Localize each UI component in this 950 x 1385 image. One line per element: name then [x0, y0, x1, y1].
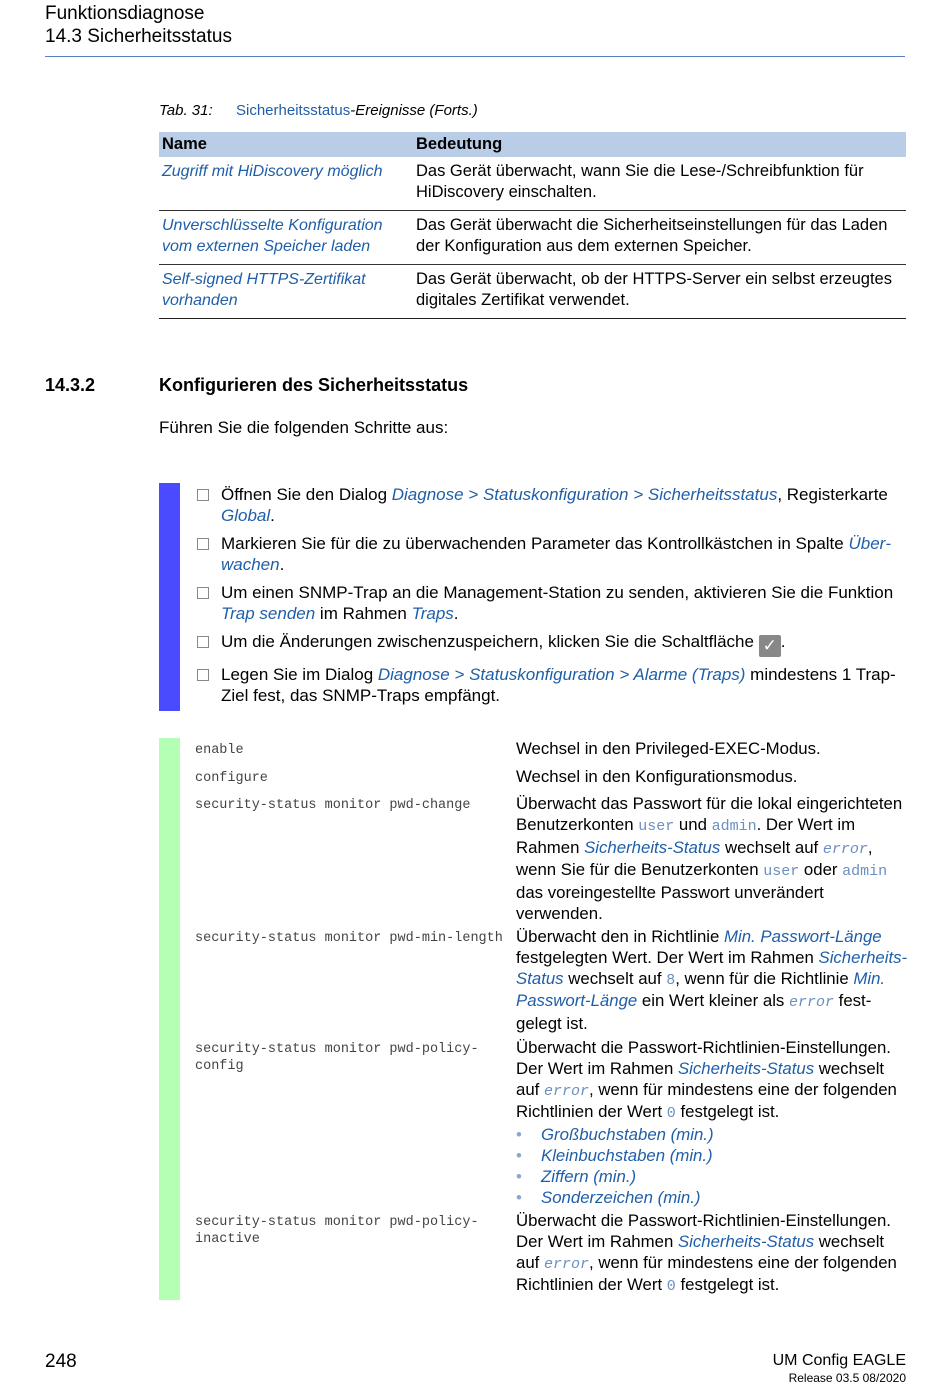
step-item	[195, 631, 907, 657]
inline-code: 0	[666, 1105, 676, 1123]
document-title: UM Config EAGLE	[772, 1352, 906, 1369]
cli-description: Wechsel in den Konfigurationsmodus.	[516, 767, 798, 786]
policy-name-link[interactable]: Min. Passwort-Länge	[724, 927, 882, 946]
desc-text: festgelegt ist.	[675, 1102, 780, 1122]
table-row	[159, 211, 906, 265]
inline-code: error	[822, 840, 868, 858]
table-caption	[159, 102, 478, 119]
checkbox-icon[interactable]	[197, 587, 209, 599]
step-text	[221, 631, 907, 657]
step-item	[195, 533, 907, 575]
inline-code: 0	[666, 1278, 676, 1296]
step-text-part: mindestens 1 Trap-Ziel fest, das SNMP-Traps empfängt.	[221, 665, 896, 705]
inline-code: error	[544, 1082, 590, 1100]
table-row	[159, 157, 906, 211]
cli-marker-bar	[159, 738, 180, 1300]
frame-name-link[interactable]: Sicherheits-Status	[677, 1231, 815, 1251]
cli-description	[516, 1038, 908, 1208]
inline-code: error	[544, 1255, 590, 1273]
step-text-part: , Registerkarte	[777, 485, 888, 504]
column-name-link[interactable]: Überwachen	[221, 534, 891, 574]
policy-name-link[interactable]: Min. Passwort-Länge	[516, 968, 886, 1011]
step-text-part: Um die Änderungen zwischenzuspeichern, klicken Sie die Schaltfläche	[221, 632, 759, 651]
chapter-title: Funktionsdiagnose	[45, 3, 205, 24]
desc-text: wechselt auf	[563, 968, 667, 988]
cli-description	[516, 927, 908, 1035]
bullet-icon: •	[516, 1125, 522, 1145]
step-item	[195, 582, 907, 624]
cli-command-line: config	[195, 1059, 244, 1074]
checkbox-icon[interactable]	[197, 489, 209, 501]
checkbox-icon[interactable]	[197, 538, 209, 550]
bullet-item	[516, 1146, 908, 1167]
desc-text: , wenn Sie für die Benutzerkonten	[516, 837, 873, 880]
step-text-part: .	[279, 555, 285, 574]
desc-text: oder	[799, 860, 843, 880]
desc-text: Überwacht die Passwort-Richtlinien-Einstellungen. Der Wert im Rahmen	[516, 1038, 891, 1078]
step-text-part: .	[780, 632, 786, 651]
step-text-part: .	[453, 604, 459, 623]
step-text-part: Öffnen Sie den Dialog	[221, 485, 392, 504]
bullet-text[interactable]: Großbuchstaben (min.)	[541, 1125, 714, 1145]
step-text-part: Markieren Sie für die zu überwachenden Parameter das Kontrollkästchen in Spalte	[221, 534, 849, 553]
cli-command: security-status monitor pwd-change	[195, 798, 471, 813]
desc-text: Überwacht den in Richtlinie	[516, 927, 725, 946]
steps-marker-bar	[159, 483, 180, 711]
table-row	[159, 265, 906, 319]
bullet-item	[516, 1125, 908, 1146]
checkbox-icon[interactable]	[197, 636, 209, 648]
inline-code: error	[788, 994, 834, 1012]
table-caption-text: -Ereignisse (Forts.)	[350, 102, 478, 119]
frame-name-link[interactable]: Traps	[411, 604, 454, 623]
desc-text: festgelegt ist.	[516, 991, 872, 1034]
dialog-path-link[interactable]: Diagnose > Statuskonfiguration > Sicherheitsstatus	[391, 485, 778, 504]
step-text	[221, 533, 907, 575]
cli-command: configure	[195, 771, 268, 786]
cli-description: Wechsel in den Privileged-EXEC-Modus.	[516, 739, 821, 758]
inline-code: admin	[842, 863, 888, 881]
desc-text: ein Wert kleiner als	[637, 991, 789, 1011]
bullet-text[interactable]: Ziffern (min.)	[541, 1166, 637, 1186]
col-header-meaning: Bedeutung	[413, 132, 906, 157]
header-rule	[45, 56, 905, 57]
col-header-name: Name	[159, 132, 413, 157]
function-name-link[interactable]: Trap senden	[221, 604, 316, 623]
inline-code: user	[763, 863, 800, 881]
bullet-text[interactable]: Kleinbuchstaben (min.)	[541, 1145, 713, 1165]
table-caption-link[interactable]: Sicherheitsstatus	[236, 102, 351, 119]
desc-text: Überwacht die Passwort-Richtlinien-Einstellungen. Der Wert im Rahmen	[516, 1211, 891, 1251]
events-table	[159, 132, 906, 319]
step-text-part: Legen Sie im Dialog	[221, 665, 378, 684]
bullet-item	[516, 1167, 908, 1188]
frame-name-link[interactable]: Sicherheits-Status	[516, 947, 908, 988]
step-text-part: .	[270, 506, 275, 525]
cli-command-line: inactive	[195, 1232, 260, 1247]
tab-name-link[interactable]: Global	[221, 506, 271, 525]
step-item	[195, 664, 907, 706]
cli-command-line: security-status monitor pwd-policy-	[195, 1215, 479, 1230]
inline-code: admin	[711, 817, 757, 835]
cli-command	[195, 1214, 479, 1248]
step-text	[221, 664, 907, 706]
step-item	[195, 484, 907, 526]
desc-text: festgelegten Wert. Der Wert im Rahmen	[516, 947, 819, 967]
row-meaning: Das Gerät überwacht die Sicherheitseinstellungen für das Laden der Konfiguration aus dem externen Speicher.	[413, 211, 906, 265]
cli-description	[516, 1211, 908, 1298]
row-name[interactable]: Self-signed HTTPS-Zertifikat vorhanden	[159, 265, 413, 319]
section-title-header: 14.3 Sicherheitsstatus	[45, 26, 232, 47]
row-meaning: Das Gerät überwacht, wann Sie die Lese-/Schreibfunktion für HiDiscovery einschalten.	[413, 157, 906, 211]
cli-command: enable	[195, 743, 244, 758]
desc-text: und	[674, 814, 712, 834]
cli-command: security-status monitor pwd-min-length	[195, 931, 503, 946]
desc-text: wechselt auf	[516, 1058, 885, 1099]
step-text	[221, 484, 907, 526]
desc-text: Überwacht das Passwort für die lokal eingerichteten Benutzerkonten	[516, 794, 903, 834]
intro-text: Führen Sie die folgenden Schritte aus:	[159, 418, 449, 437]
bullet-text[interactable]: Sonderzeichen (min.)	[541, 1187, 701, 1207]
row-name[interactable]: Unverschlüsselte Konfiguration vom externen Speicher laden	[159, 211, 413, 265]
bullet-icon: •	[516, 1187, 522, 1207]
inline-code: user	[638, 817, 675, 835]
bullet-icon: •	[516, 1166, 522, 1186]
desc-text: , wenn für die Richtlinie	[675, 968, 854, 988]
desc-text: , wenn für mindestens eine der folgenden Richtlinien der Wert	[516, 1079, 897, 1122]
desc-text: wechselt auf	[516, 1231, 885, 1272]
frame-name-link[interactable]: Sicherheits-Status	[584, 837, 721, 857]
release-info: Release 03.5 08/2020	[788, 1371, 906, 1385]
desc-text: festgelegt ist.	[675, 1275, 780, 1295]
desc-text: das voreingestellte Passwort unverändert verwenden.	[516, 883, 824, 923]
page-number: 248	[45, 1351, 77, 1372]
step-text-part: im Rahmen	[315, 604, 412, 623]
desc-text: . Der Wert im Rahmen	[516, 814, 856, 857]
desc-text: wechselt auf	[720, 837, 823, 857]
steps-list	[195, 484, 907, 713]
cli-command-line: security-status monitor pwd-policy-	[195, 1042, 479, 1057]
bullet-icon: •	[516, 1145, 522, 1165]
frame-name-link[interactable]: Sicherheits-Status	[677, 1058, 815, 1078]
save-checkmark-icon[interactable]: ✓	[759, 635, 781, 657]
table-caption-label: Tab. 31:	[159, 102, 213, 119]
cli-command	[195, 1041, 479, 1075]
cli-description	[516, 794, 908, 925]
step-text-part: Um einen SNMP-Trap an die Management-Station zu senden, aktivieren Sie die Funktion	[221, 583, 894, 602]
dialog-path-link[interactable]: Diagnose > Statuskonfiguration > Alarme (Traps)	[377, 665, 746, 684]
step-text	[221, 582, 907, 624]
desc-text: , wenn für mindestens eine der folgenden Richtlinien der Wert	[516, 1252, 897, 1295]
table-header-row	[159, 132, 906, 157]
section-heading: Konfigurieren des Sicherheitsstatus	[159, 375, 469, 395]
checkbox-icon[interactable]	[197, 669, 209, 681]
bullet-item	[516, 1188, 908, 1209]
row-meaning: Das Gerät überwacht, ob der HTTPS-Server ein selbst erzeugtes digitales Zertifikat verwendet.	[413, 265, 906, 319]
inline-code: 8	[666, 971, 676, 989]
section-number: 14.3.2	[45, 375, 96, 395]
row-name[interactable]: Zugriff mit HiDiscovery möglich	[159, 157, 413, 211]
